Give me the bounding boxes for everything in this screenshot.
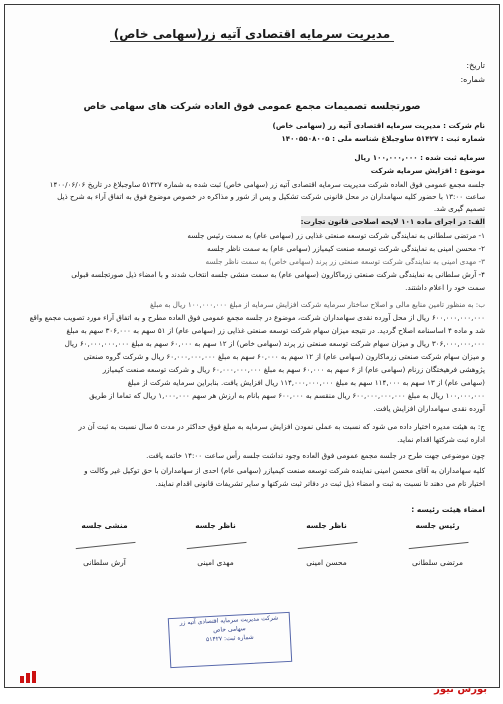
handwritten-signature [296, 530, 357, 549]
article-item-3: ۳- مهدی امینی به نمایندگی شرکت توسعه صنعتی زر پرند (سهامی خاص) به سمت ناظر جلسه [205, 257, 485, 266]
signature-name: محسن امینی [306, 558, 347, 567]
capital-line: سرمایه ثبت شده : ۱۰۰,۰۰۰,۰۰۰ ریال [354, 153, 485, 162]
section-b-line-4: ۳۰۶,۰۰۰,۰۰۰,۰۰۰ ریال و میزان سهام شرکت توسعه صنعتی زر پرند (سهامی خاص) از ۱۲ سهم به ۶۰,۰۰۰ سهم به مبلغ ۶۰,۰۰۰,۰۰۰,۰۰۰ ریال [64, 339, 485, 348]
subject-line: موضوع : افزایش سرمایه شرکت [370, 166, 485, 175]
signature-name: آرش سلطانی [83, 558, 126, 567]
section-b-line-9: آورده نقدی سهامداران افزایش یافت. [373, 404, 485, 413]
document-subtitle: صورتجلسه تصمیمات مجمع عمومی فوق العاده شرکت های سهامی خاص [83, 101, 421, 112]
article-heading: الف: در اجرای ماده ۱۰۱ لایحه اصلاحی قانون تجارت: [300, 217, 485, 226]
intro-line-3: تصمیم گیری شد. [433, 204, 485, 213]
number-label: شماره: [460, 75, 485, 84]
signature-block [57, 521, 152, 567]
signature-block [279, 521, 374, 567]
article-item-5: سمت خود را اعلام داشتند. [405, 283, 485, 292]
signature-name: مرتضی سلطانی [412, 558, 463, 567]
signature-role: ناظر جلسه [195, 521, 236, 530]
section-b-line-6: پژوهشی فرهیختگان زرنام (سهامی عام) از ۶ سهم به ۶۰,۰۰۰ سهم به مبلغ ۶۰,۰۰۰,۰۰۰,۰۰۰ ریال و شرکت توسعه صنعت کیمیازر [102, 365, 485, 374]
signature-name: مهدی امینی [197, 558, 234, 567]
news-logo-icon [19, 670, 41, 684]
section-b-line-5: و میزان سهام شرکت صنعتی زرماکارون (سهامی عام) از ۱۲ سهم به ۶۰,۰۰۰ سهم به مبلغ ۶۰,۰۰۰,۰۰۰,۰۰۰ ریال و شرکت گروه صنعتی [83, 352, 485, 361]
section-b-line-3: شد و ماده ۴ اساسنامه اصلاح گردید. در نتیجه میزان سهام شرکت توسعه صنعتی غذایی زر (سهامی عام) از ۵۱ سهم به ۳۰۶,۰۰۰ سهم به مبلغ [66, 326, 485, 335]
section-b-line-2: ۶۰۰,۰۰۰,۰۰۰,۰۰۰ ریال از محل آورده نقدی سهامداران شرکت، موضوع در جلسه مجمع عمومی فوق العاده مطرح و به اتفاق آراء مورد تصویب مجمع واقع [29, 313, 485, 322]
handwritten-signature [407, 530, 468, 549]
intro-line-2: ساعت ۱۳:۰۰ با حضور کلیه سهامداران در محل قانونی شرکت تشکیل و پس از شور و مذاکره در خصوص موضوع فوق به اتفاق آراء به شرح ذیل [57, 192, 485, 201]
footer-brand: بورس نیوز [434, 684, 487, 695]
signature-block [390, 521, 485, 567]
section-c-line-5: اختیار تام می دهند تا نسبت به ثبت و امضاء ذیل ثبت در دفاتر ثبت شرکتها و سایر تشریفات قانونی اقدام نمایند. [155, 479, 485, 488]
article-item-4: ۴- آرش سلطانی به نمایندگی شرکت صنعتی زرماکارون (سهامی عام) به سمت منشی جلسه انتخاب شدند و با امضاء ذیل صورتجلسه قبولی [71, 270, 485, 279]
handwritten-signature [185, 530, 246, 549]
section-c-line-1: ج: به هیئت مدیره اختیار داده می شود که نسبت به عملی نمودن افزایش سرمایه به مبلغ فوق حداکثر در مدت ۵ سال نسبت به ثبت آن در [78, 422, 485, 431]
signature-role: منشی جلسه [81, 521, 128, 530]
signatures-heading: امضاء هیئت رئیسه : [411, 505, 485, 514]
date-label: تاریخ: [466, 61, 485, 70]
signature-role: ناظر جلسه [306, 521, 347, 530]
registration-line: شماره ثبت : ۵۱۴۲۷ ساوجبلاغ شناسه ملی : ۱۴۰۰۵۵۰۸۰۰۵ [281, 134, 485, 143]
intro-line-1: جلسه مجمع عمومی فوق العاده شرکت مدیریت سرمایه اقتصادی آتیه زر (سهامی خاص) ثبت شده به شماره ۵۱۴۲۷ ساوجبلاغ در تاریخ ۱۴۰۰/۰۶/۰۶ [49, 180, 485, 189]
section-c-line-4: کلیه سهامداران به آقای محسن امینی نماینده شرکت توسعه صنعت کیمیازر (سهامی عام) احدی از سهامداران با حق توکیل غیر وکالت و [84, 466, 485, 475]
section-b-line-1: ب: به منظور تامین منابع مالی و اصلاح ساختار سرمایه شرکت افزایش سرمایه از مبلغ ۱۰۰,۰۰۰,۰۰۰ ریال به مبلغ [150, 300, 485, 309]
signature-role: رئیس جلسه [415, 521, 460, 530]
document-title: مدیریت سرمایه اقتصادی آتیه زر(سهامی خاص) [5, 27, 499, 41]
signature-block [168, 521, 263, 567]
section-c-line-2: اداره ثبت شرکتها اقدام نماید. [397, 435, 485, 444]
company-stamp: شرکت مدیریت سرمایه اقتصادی آتیه زر سهامی خاص شماره ثبت: ۵۱۴۲۷ [168, 612, 292, 668]
handwritten-signature [74, 530, 135, 549]
section-b-line-8: ۱۰۰,۰۰۰,۰۰۰ ریال به مبلغ ۶۰۰,۰۰۰,۰۰۰,۰۰۰ ریال منقسم به ۶۰۰,۰۰۰ سهم بانام به ارزش هر سهم ۱,۰۰۰,۰۰۰ ریال که تماما از طریق [89, 391, 485, 400]
document-page [4, 4, 500, 688]
section-b-line-7: (سهامی عام) از ۱۳ سهم به ۱۱۴,۰۰۰ سهم به مبلغ ۱۱۴,۰۰۰,۰۰۰,۰۰۰ ریال افزایش یافت. بنابراین سرمایه شرکت از مبلغ [127, 378, 485, 387]
company-name-line: نام شرکت : مدیریت سرمایه اقتصادی آتیه زر (سهامی خاص) [272, 121, 485, 130]
article-item-1: ۱- مرتضی سلطانی به نمایندگی شرکت توسعه صنعتی غذایی زر (سهامی عام) به سمت رئیس جلسه [187, 231, 485, 240]
article-item-2: ۲- محسن امینی به نمایندگی شرکت توسعه صنعت کیمیازر (سهامی عام) به سمت ناظر جلسه [207, 244, 485, 253]
section-c-line-3: چون موضوعی جهت طرح در جلسه مجمع عمومی فوق العاده وجود نداشت جلسه رأس ساعت ۱۴:۰۰ خاتمه یافت. [146, 451, 485, 460]
